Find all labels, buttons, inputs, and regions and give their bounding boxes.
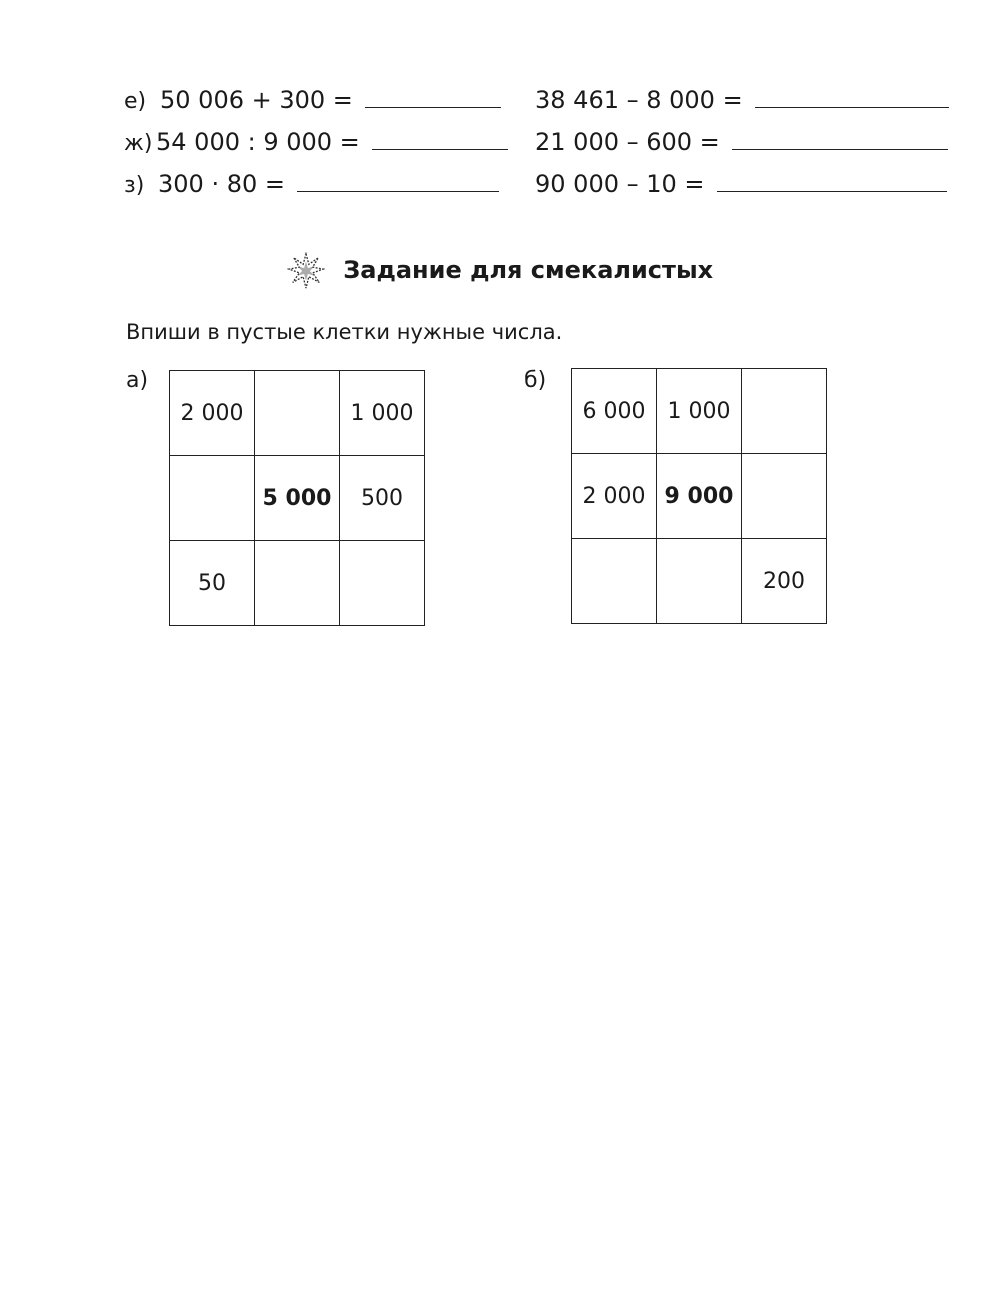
exercise-row-right-1	[535, 80, 949, 114]
grid-row	[572, 454, 827, 539]
exercise-expression: 90 000 – 10 =	[535, 170, 705, 198]
exercise-row-z	[124, 164, 499, 198]
exercise-row-e	[124, 80, 501, 114]
empty-cell[interactable]	[170, 456, 255, 541]
exercise-expression: 38 461 – 8 000 =	[535, 86, 743, 114]
number-cell: 1 000	[340, 371, 425, 456]
grid-b-label: б)	[524, 368, 547, 393]
number-cell: 2 000	[572, 454, 657, 539]
instruction-text: Впиши в пустые клетки нужные числа.	[126, 320, 563, 344]
empty-cell[interactable]	[255, 371, 340, 456]
grid-row	[170, 371, 425, 456]
answer-line[interactable]	[732, 148, 948, 150]
answer-line[interactable]	[365, 106, 501, 108]
number-cell: 200	[742, 539, 827, 624]
number-cell: 50	[170, 541, 255, 626]
number-cell: 6 000	[572, 369, 657, 454]
number-cell: 500	[340, 456, 425, 541]
empty-cell[interactable]	[255, 541, 340, 626]
section-title	[0, 252, 1000, 290]
answer-line[interactable]	[297, 190, 499, 192]
number-cell: 2 000	[170, 371, 255, 456]
exercise-label: ж)	[124, 131, 153, 156]
grid-a	[169, 370, 425, 626]
exercise-row-right-2	[535, 122, 948, 156]
grid-row	[170, 456, 425, 541]
empty-cell[interactable]	[572, 539, 657, 624]
number-cell: 9 000	[657, 454, 742, 539]
exercise-expression: 300 · 80 =	[158, 170, 285, 198]
empty-cell[interactable]	[340, 541, 425, 626]
exercise-label: з)	[124, 173, 145, 198]
empty-cell[interactable]	[657, 539, 742, 624]
exercise-expression: 21 000 – 600 =	[535, 128, 720, 156]
grid-a-label: а)	[126, 368, 149, 393]
answer-line[interactable]	[755, 106, 949, 108]
grid-row	[572, 369, 827, 454]
grid-row	[170, 541, 425, 626]
exercise-row-zh	[124, 122, 508, 156]
exercise-label: е)	[124, 89, 147, 114]
exercise-expression: 54 000 : 9 000 =	[156, 128, 360, 156]
exercise-expression: 50 006 + 300 =	[160, 86, 353, 114]
number-cell: 5 000	[255, 456, 340, 541]
empty-cell[interactable]	[742, 454, 827, 539]
grid-b	[571, 368, 827, 624]
grid-row	[572, 539, 827, 624]
answer-line[interactable]	[717, 190, 947, 192]
number-cell: 1 000	[657, 369, 742, 454]
answer-line[interactable]	[372, 148, 508, 150]
sparkle-star-icon	[287, 252, 325, 290]
empty-cell[interactable]	[742, 369, 827, 454]
section-title-text: Задание для смекалистых	[343, 256, 714, 284]
exercise-row-right-3	[535, 164, 947, 198]
